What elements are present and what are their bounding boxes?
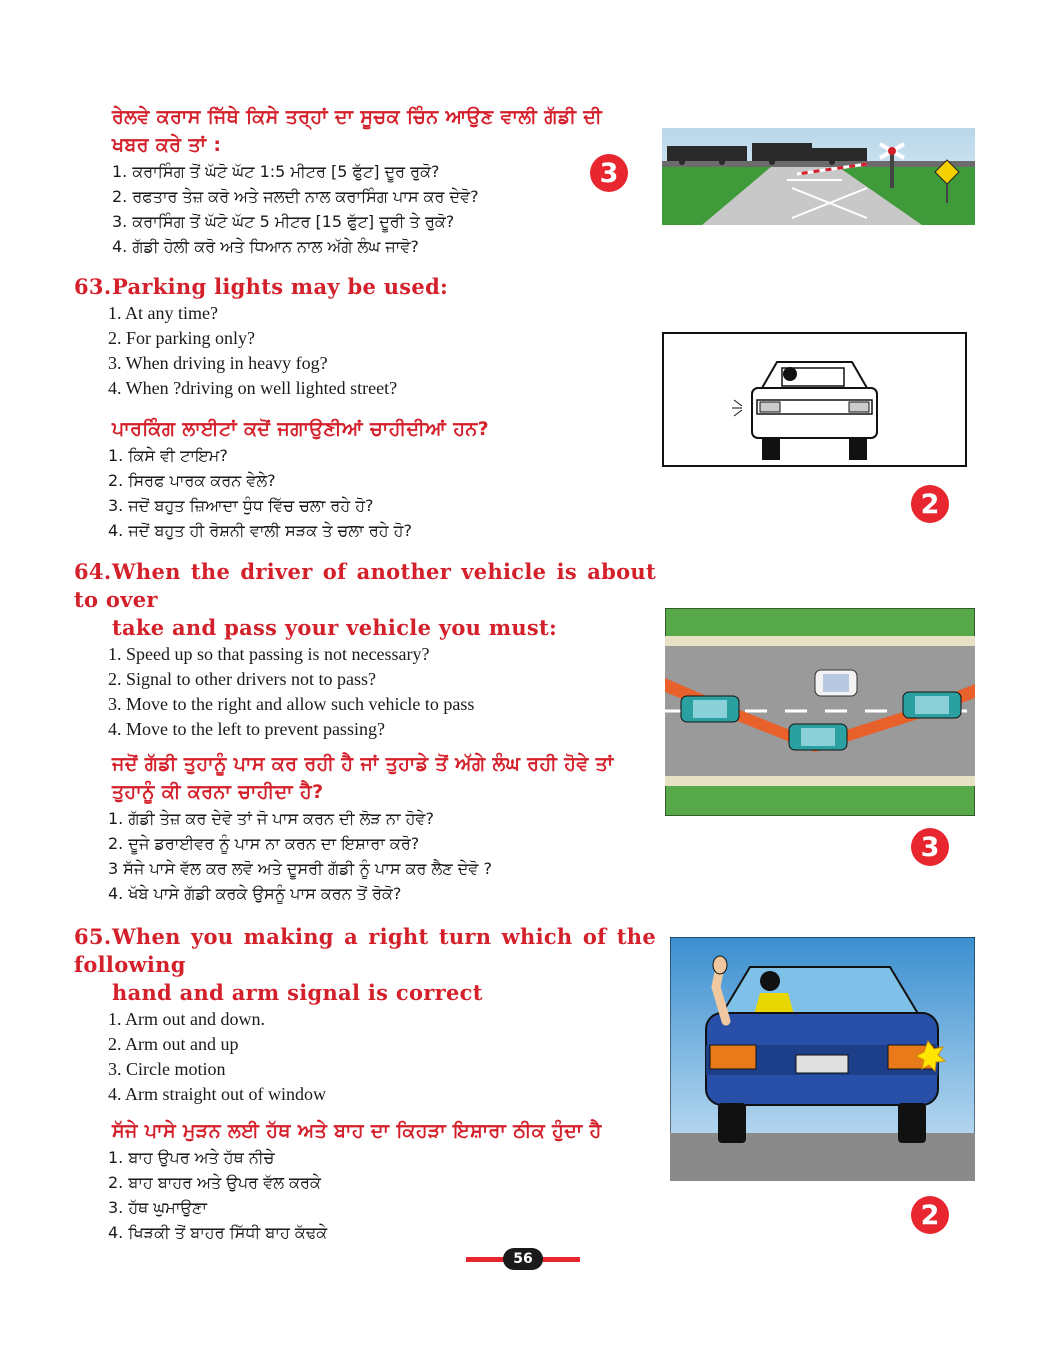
q65-punjabi-option-3: 3. ਹੱਥ ਘੁਮਾਉਣਾ [108,1198,207,1217]
q65-question [74,923,656,1007]
q62-punjabi-option-4: 4. ਗੱਡੀ ਹੋਲੀ ਕਰੋ ਅਤੇ ਧਿਆਨ ਨਾਲ ਅੱਗੇ ਲੰਘ ਜਾਵੋ? [112,237,419,256]
q65-punjabi-options [74,1145,656,1245]
q62-punjabi-section [112,103,656,259]
q63-option-1: 1. At any time? [108,303,218,323]
q63-punjabi-option-2: 2. ਸਿਰਫ ਪਾਰਕ ਕਰਨ ਵੇਲੇ? [108,471,276,490]
q64-options [74,642,656,742]
q64-question-line1: When the driver of another vehicle is about to over [74,559,656,612]
railway-crossing-illustration [662,128,975,225]
q65-punjabi-option-1: 1. ਬਾਹ ਉਪਰ ਅਤੇ ਹੱਥ ਨੀਚੇ [108,1148,275,1167]
q65-number: 65. [74,924,112,949]
q65-option-1: 1. Arm out and down. [108,1009,265,1029]
q63-punjabi-options [74,443,656,543]
passing-road-illustration [665,608,975,816]
q64-punjabi-heading-line1: ਜਦੋਂ ਗੱਡੀ ਤੁਹਾਨੂੰ ਪਾਸ ਕਰ ਰਹੀ ਹੈ ਜਾਂ ਤੁਹਾਡੇ ਤੋਂ ਅੱਗੇ ਲੰਘ ਰਹੀ ਹੋਵੇ ਤਾਂ [112,753,614,775]
q64-punjabi-heading [74,750,656,806]
q64-punjabi-heading-line2: ਤੁਹਾਨੂੰ ਕੀ ਕਰਨਾ ਚਾਹੀਦਾ ਹੈ? [112,781,324,803]
q65-answer-badge: 2 [911,1196,949,1234]
q65-option-2: 2. Arm out and up [108,1034,239,1054]
footer-bar-left [466,1257,506,1262]
q64-option-3: 3. Move to the right and allow such vehicle to pass [108,694,475,714]
q62-punjabi-heading-line2: ਖਬਰ ਕਰੇ ਤਾਂ : [112,134,222,156]
q62-punjabi-heading [112,103,656,159]
q64-answer-badge: 3 [911,828,949,866]
footer-bar-right [540,1257,580,1262]
q63-option-2: 2. For parking only? [108,328,255,348]
q62-punjabi-option-3: 3. ਕਰਾਸਿੰਗ ਤੋਂ ਘੱਟੋ ਘੱਟ 5 ਮੀਟਰ [15 ਫੁੱਟ] ਦੂਰੀ ਤੇ ਰੁਕੋ? [112,212,455,231]
q64-option-2: 2. Signal to other drivers not to pass? [108,669,376,689]
hand-signal-car-illustration [670,937,975,1181]
q63-question-text: Parking lights may be used: [112,274,449,299]
q63-option-4: 4. When ?driving on well lighted street? [108,378,398,398]
q64-number: 64. [74,559,112,584]
q65-question-line1: When you making a right turn which of the following [74,924,656,977]
q63-punjabi-heading: ਪਾਰਕਿੰਗ ਲਾਈਟਾਂ ਕਦੋਂ ਜਗਾਉਣੀਆਂ ਚਾਹੀਦੀਆਂ ਹਨ? [112,418,490,440]
parked-car-illustration [662,332,967,467]
q64-option-4: 4. Move to the left to prevent passing? [108,719,385,739]
q64-punjabi-option-4: 4. ਖੱਬੇ ਪਾਸੇ ਗੱਡੀ ਕਰਕੇ ਉਸਨੂੰ ਪਾਸ ਕਰਨ ਤੋਂ ਰੋਕੋ? [108,884,402,903]
q63-answer-badge: 2 [911,485,949,523]
q64-question-line2: take and pass your vehicle you must: [112,615,558,640]
q63-punjabi-option-1: 1. ਕਿਸੇ ਵੀ ਟਾਇਮ? [108,446,228,465]
q62-punjabi-options [112,159,656,259]
q64-punjabi-options [74,806,656,906]
q64-question [74,558,656,642]
q62-answer-badge: 3 [590,154,628,192]
q64-punjabi-option-3: 3 ਸੱਜੇ ਪਾਸੇ ਵੱਲ ਕਰ ਲਵੋ ਅਤੇ ਦੂਸਰੀ ਗੱਡੀ ਨੂੰ ਪਾਸ ਕਰ ਲੈਣ ਦੇਵੋ ? [108,859,492,878]
q64-section [74,558,656,906]
q65-punjabi-option-4: 4. ਖਿੜਕੀ ਤੋਂ ਬਾਹਰ ਸਿੱਧੀ ਬਾਹ ਕੱਢਕੇ [108,1223,328,1242]
q65-punjabi-heading: ਸੱਜੇ ਪਾਸੇ ਮੁੜਨ ਲਈ ਹੱਥ ਅਤੇ ਬਾਹ ਦਾ ਕਿਹੜਾ ਇਸ਼ਾਰਾ ਠੀਕ ਹੁੰਦਾ ਹੈ [112,1120,602,1142]
q65-option-3: 3. Circle motion [108,1059,226,1079]
q65-options [74,1007,656,1107]
q63-punjabi-option-3: 3. ਜਦੋਂ ਬਹੁਤ ਜ਼ਿਆਦਾ ਧੁੰਧ ਵਿੱਚ ਚਲਾ ਰਹੇ ਹੋ? [108,496,374,515]
q63-section [74,273,656,543]
q62-punjabi-option-2: 2. ਰਫਤਾਰ ਤੇਜ਼ ਕਰੋ ਅਤੇ ਜਲਦੀ ਨਾਲ ਕਰਾਸਿੰਗ ਪਾਸ ਕਰ ਦੇਵੋ? [112,187,479,206]
q62-punjabi-heading-line1: ਰੇਲਵੇ ਕਰਾਸ ਜਿੱਥੇ ਕਿਸੇ ਤਰ੍ਹਾਂ ਦਾ ਸੂਚਕ ਚਿੰਨ ਆਉਣ ਵਾਲੀ ਗੱਡੀ ਦੀ [112,106,603,128]
q63-question [74,273,656,301]
q62-punjabi-option-1: 1. ਕਰਾਸਿੰਗ ਤੋਂ ਘੱਟੋ ਘੱਟ 1:5 ਮੀਟਰ [5 ਫੁੱਟ] ਦੂਰ ਰੁਕੋ? [112,162,440,181]
q63-punjabi-option-4: 4. ਜਦੋਂ ਬਹੁਤ ਹੀ ਰੋਸ਼ਨੀ ਵਾਲੀ ਸੜਕ ਤੇ ਚਲਾ ਰਹੇ ਹੋ? [108,521,412,540]
q64-punjabi-option-2: 2. ਦੂਜੇ ਡਰਾਈਵਰ ਨੂੰ ਪਾਸ ਨਾ ਕਰਨ ਦਾ ਇਸ਼ਾਰਾ ਕਰੋ? [108,834,420,853]
page-number: 56 [503,1248,543,1270]
q63-option-3: 3. When driving in heavy fog? [108,353,328,373]
q65-option-4: 4. Arm straight out of window [108,1084,326,1104]
q65-section [74,923,656,1245]
q63-number: 63. [74,274,112,299]
q64-option-1: 1. Speed up so that passing is not necessary? [108,644,430,664]
q65-punjabi-option-2: 2. ਬਾਹ ਬਾਹਰ ਅਤੇ ਉਪਰ ਵੱਲ ਕਰਕੇ [108,1173,321,1192]
q64-punjabi-option-1: 1. ਗੱਡੀ ਤੇਜ਼ ਕਰ ਦੇਵੋ ਤਾਂ ਜੋ ਪਾਸ ਕਰਨ ਦੀ ਲੋੜ ਨਾ ਹੋਵੇ? [108,809,434,828]
q63-options [74,301,656,401]
q65-question-line2: hand and arm signal is correct [112,980,483,1005]
